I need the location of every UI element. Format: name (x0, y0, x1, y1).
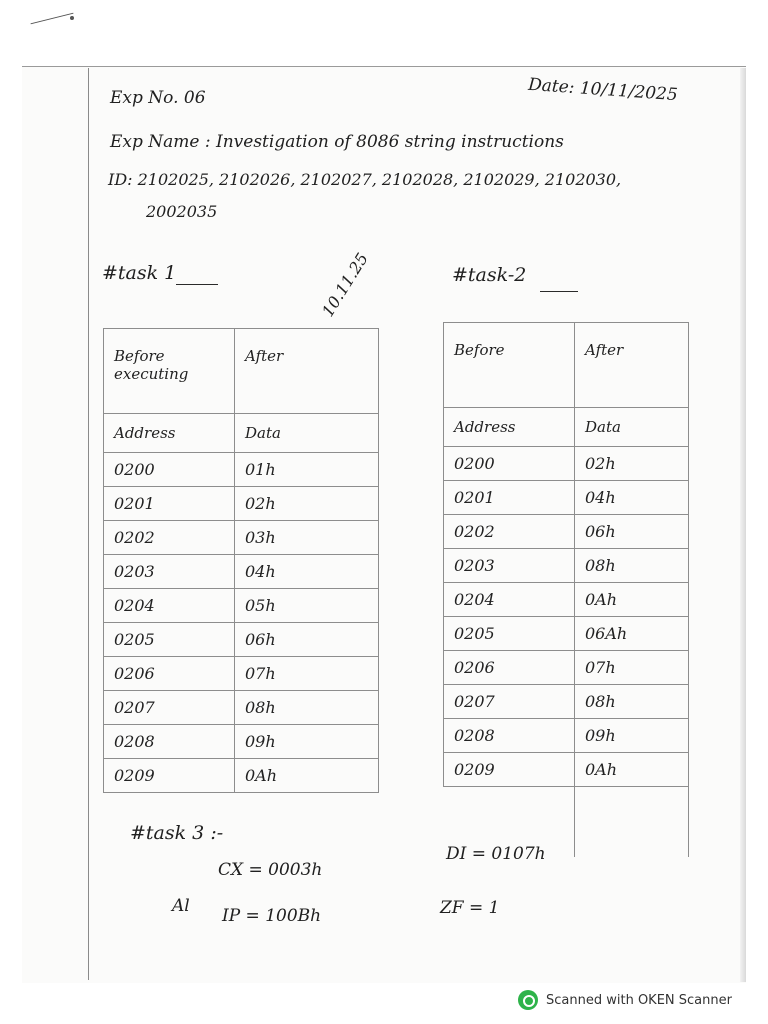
table-row (104, 487, 379, 521)
experiment-name: Exp Name : Investigation of 8086 string instructions (110, 132, 564, 152)
address-cell: 0204 (104, 589, 235, 623)
stray-pen-mark (31, 13, 74, 25)
task1-memory-table (103, 328, 379, 793)
address-cell: 0205 (444, 617, 575, 651)
data-cell: 08h (575, 685, 689, 719)
table-row (104, 691, 379, 725)
task2-before-header: Before (444, 323, 575, 408)
table-row (444, 651, 689, 685)
table-row (444, 447, 689, 481)
task2-memory-table (443, 322, 689, 857)
table-row (104, 725, 379, 759)
task1-title-underline (176, 284, 218, 285)
data-cell: 06h (575, 515, 689, 549)
task2-data-header: Data (575, 408, 689, 447)
address-cell: 0206 (104, 657, 235, 691)
task1-address-header: Address (104, 414, 235, 453)
data-cell: 08h (235, 691, 379, 725)
task1-before-header: Before executing (104, 329, 235, 414)
scanner-watermark (518, 990, 732, 1010)
task3-al-label: Al (172, 896, 190, 916)
page-margin-line (88, 68, 89, 980)
address-cell: 0200 (104, 453, 235, 487)
task2-address-header: Address (444, 408, 575, 447)
task3-title: #task 3 :- (130, 822, 224, 844)
data-cell: 06Ah (575, 617, 689, 651)
data-cell: 03h (235, 521, 379, 555)
table-row (444, 719, 689, 753)
student-ids-line1: ID: 2102025, 2102026, 2102027, 2102028, 2102029, 2102030, (108, 170, 622, 189)
scanner-logo-icon (518, 990, 538, 1010)
table-row (104, 555, 379, 589)
scanner-text: Scanned with OKEN Scanner (546, 992, 732, 1008)
task3-di-register: DI = 0107h (446, 844, 546, 864)
experiment-date: Date: 10/11/2025 (527, 74, 679, 106)
address-cell: 0201 (104, 487, 235, 521)
address-cell: 0204 (444, 583, 575, 617)
student-ids-line2: 2002035 (146, 202, 218, 221)
task2-title-underline (540, 291, 578, 292)
address-cell: 0209 (444, 753, 575, 787)
data-cell: 06h (235, 623, 379, 657)
data-cell: 0Ah (575, 753, 689, 787)
task1-data-header: Data (235, 414, 379, 453)
page-edge-shadow (740, 68, 746, 982)
address-cell: 0201 (444, 481, 575, 515)
data-cell: 0Ah (575, 583, 689, 617)
table-row (444, 549, 689, 583)
address-cell: 0208 (104, 725, 235, 759)
teacher-signature: 10.11.25 (318, 249, 372, 321)
address-cell: 0202 (444, 515, 575, 549)
table-row (444, 515, 689, 549)
table-row (444, 753, 689, 787)
data-cell: 05h (235, 589, 379, 623)
data-cell: 07h (235, 657, 379, 691)
data-cell: 01h (235, 453, 379, 487)
address-cell: 0209 (104, 759, 235, 793)
task3-zero-flag: ZF = 1 (440, 898, 500, 918)
experiment-number: Exp No. 06 (110, 88, 206, 108)
data-cell: 08h (575, 549, 689, 583)
data-cell: 09h (575, 719, 689, 753)
data-cell: 07h (575, 651, 689, 685)
table-row (444, 685, 689, 719)
task2-title: #task-2 (452, 264, 527, 286)
data-cell: 02h (235, 487, 379, 521)
table-row (104, 657, 379, 691)
task3-ip-register: IP = 100Bh (222, 906, 322, 926)
task2-after-header: After (575, 323, 689, 408)
table-row (104, 623, 379, 657)
address-cell: 0208 (444, 719, 575, 753)
address-cell: 0206 (444, 651, 575, 685)
task1-title: #task 1 (102, 262, 177, 284)
table-row (104, 589, 379, 623)
data-cell: 04h (235, 555, 379, 589)
address-cell: 0205 (104, 623, 235, 657)
table-row (444, 617, 689, 651)
stray-pen-dot (70, 16, 74, 20)
table-row (444, 583, 689, 617)
address-cell: 0203 (444, 549, 575, 583)
data-cell: 09h (235, 725, 379, 759)
table-row (104, 521, 379, 555)
table-row (104, 759, 379, 793)
data-cell: 0Ah (235, 759, 379, 793)
address-cell: 0207 (104, 691, 235, 725)
address-cell: 0203 (104, 555, 235, 589)
data-cell: 04h (575, 481, 689, 515)
address-cell: 0207 (444, 685, 575, 719)
data-cell: 02h (575, 447, 689, 481)
address-cell: 0202 (104, 521, 235, 555)
task3-cx-register: CX = 0003h (218, 860, 323, 880)
filler-cell (575, 787, 689, 858)
table-row (444, 481, 689, 515)
task1-after-header: After (235, 329, 379, 414)
table-row (104, 453, 379, 487)
address-cell: 0200 (444, 447, 575, 481)
